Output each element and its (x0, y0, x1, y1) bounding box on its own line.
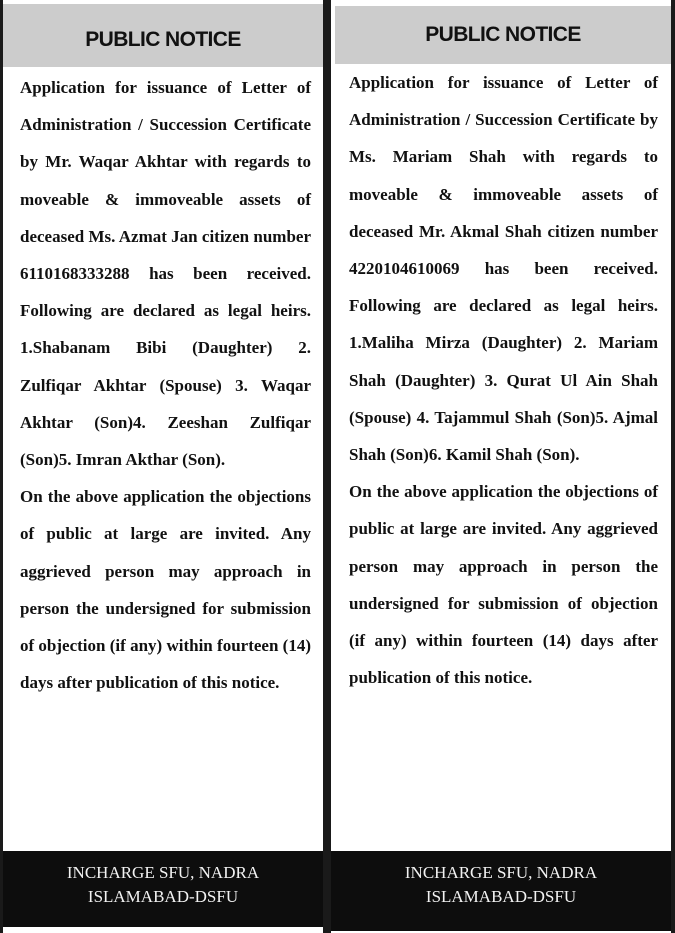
notice-header: PUBLIC NOTICE (3, 4, 323, 67)
notice-application-paragraph: Application for issuance of Letter of Administration / Succession Certificate by Mr. Waqar Akhtar with regards to moveable & immoveable assets of deceased Ms. Azmat Jan citizen number 6110168333288 has been received. Following are declared as legal heirs. 1.Shabanam Bibi (Daughter) 2. Zulfiqar Akhtar (Spouse) 3. Waqar Akhtar (Son)4. Zeeshan Zulfiqar (Son)5. Imran Akthar (Son). (20, 78, 311, 470)
notice-body (3, 67, 323, 851)
footer-location-line: ISLAMABAD-DSFU (87, 887, 239, 906)
notice-footer (331, 851, 671, 931)
public-notice-right (331, 0, 671, 933)
notice-body (331, 64, 671, 851)
notice-header: PUBLIC NOTICE (335, 6, 671, 64)
notice-objection-paragraph: On the above application the objections of public at large are invited. Any aggrieved person may approach in person the undersigned for submission of objection (if any) within fourteen (14) days after publication of this notice. (349, 482, 658, 688)
public-notice-left (3, 0, 323, 933)
footer-office-line: INCHARGE SFU, NADRA (66, 863, 260, 882)
footer-location-line: ISLAMABAD-DSFU (425, 887, 577, 906)
notice-footer (3, 851, 323, 927)
footer-office-line: INCHARGE SFU, NADRA (404, 863, 598, 882)
notice-application-paragraph: Application for issuance of Letter of Administration / Succession Certificate by Ms. Mariam Shah with regards to moveable & immoveable assets of deceased Mr. Akmal Shah citizen number 4220104610069 has been received. Following are declared as legal heirs. 1.Maliha Mirza (Daughter) 2. Mariam Shah (Daughter) 3. Qurat Ul Ain Shah (Spouse) 4. Tajammul Shah (Son)5. Ajmal Shah (Son)6. Kamil Shah (Son). (349, 73, 658, 465)
notice-objection-paragraph: On the above application the objections of public at large are invited. Any aggrieved person may approach in person the undersigned for submission of objection (if any) within fourteen (14) days after publication of this notice. (20, 487, 311, 693)
